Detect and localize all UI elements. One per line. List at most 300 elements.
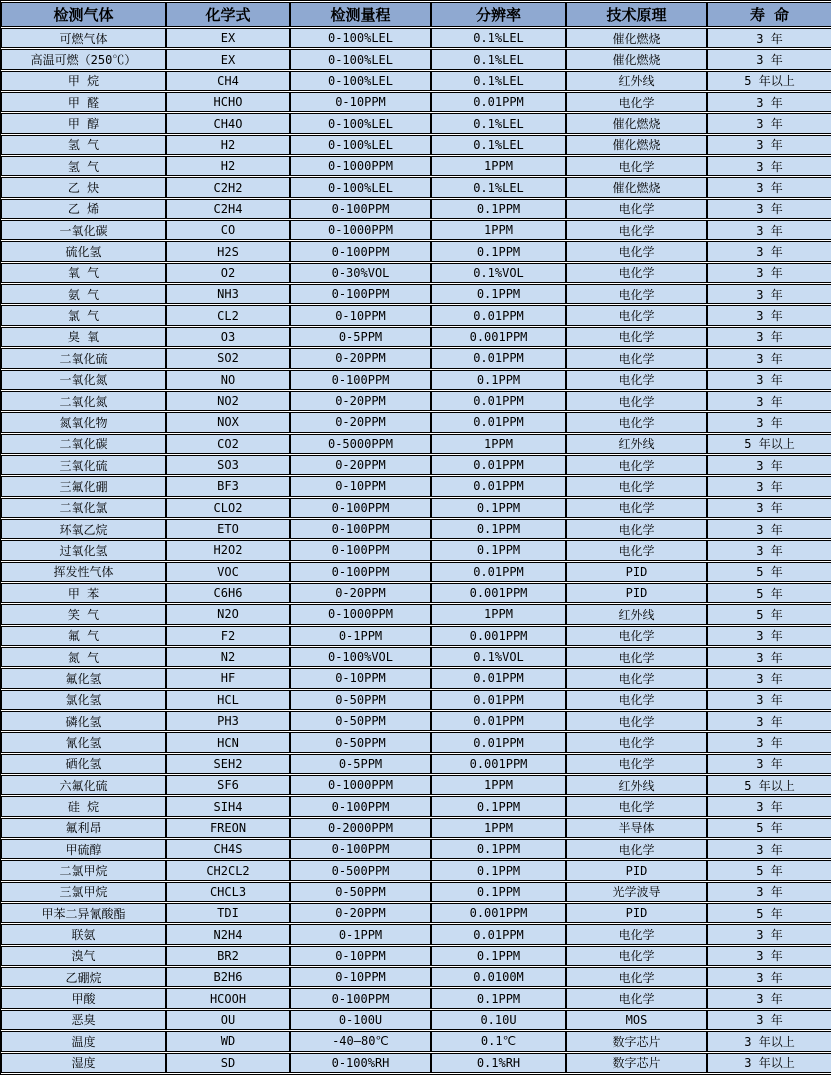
cell-technology: 红外线 [566,604,707,624]
cell-resolution: 1PPM [431,604,566,624]
table-row [1,49,831,69]
cell-technology: 半导体 [566,818,707,838]
cell-technology: 电化学 [566,284,707,304]
cell-formula: NO [166,370,290,390]
cell-gas: 甲 烷 [1,71,166,91]
table-row [1,476,831,496]
cell-gas: 三氟化硼 [1,476,166,496]
cell-formula: CH4S [166,839,290,859]
cell-lifespan: 3 年 [707,284,831,304]
cell-resolution: 0.001PPM [431,626,566,646]
cell-formula: SF6 [166,775,290,795]
cell-technology: 电化学 [566,540,707,560]
cell-technology: 电化学 [566,626,707,646]
cell-range: 0-10PPM [290,946,431,966]
cell-range: 0-20PPM [290,391,431,411]
cell-gas: 三氯甲烷 [1,882,166,902]
cell-formula: CL2 [166,305,290,325]
cell-technology: 电化学 [566,967,707,987]
table-row [1,668,831,688]
cell-resolution: 0.1%VOL [431,647,566,667]
cell-gas: 过氧化氢 [1,540,166,560]
cell-technology: 电化学 [566,327,707,347]
cell-formula: ETO [166,519,290,539]
cell-resolution: 0.01PPM [431,732,566,752]
cell-range: 0-20PPM [290,348,431,368]
cell-resolution: 0.10U [431,1010,566,1030]
cell-gas: 恶臭 [1,1010,166,1030]
cell-resolution: 0.1PPM [431,241,566,261]
cell-technology: 电化学 [566,476,707,496]
table-row [1,818,831,838]
table-row [1,305,831,325]
table-row [1,284,831,304]
cell-lifespan: 3 年 [707,839,831,859]
cell-technology: 电化学 [566,92,707,112]
cell-formula: BF3 [166,476,290,496]
cell-range: 0-50PPM [290,732,431,752]
cell-technology: 电化学 [566,988,707,1008]
cell-technology: PID [566,903,707,923]
cell-lifespan: 3 年 [707,135,831,155]
table-header [1,2,831,27]
cell-gas: 硫化氢 [1,241,166,261]
cell-technology: 电化学 [566,370,707,390]
cell-technology: 电化学 [566,391,707,411]
cell-technology: 电化学 [566,220,707,240]
cell-range: 0-100PPM [290,199,431,219]
cell-lifespan: 3 年 [707,412,831,432]
cell-formula: BR2 [166,946,290,966]
cell-lifespan: 3 年 [707,327,831,347]
cell-lifespan: 3 年 [707,49,831,69]
cell-formula: CH2CL2 [166,860,290,880]
cell-technology: 红外线 [566,775,707,795]
cell-technology: 电化学 [566,668,707,688]
table-row [1,988,831,1008]
header-technology: 技术原理 [566,2,707,27]
cell-gas: 一氧化氮 [1,370,166,390]
cell-range: 0-100PPM [290,988,431,1008]
table-row [1,498,831,518]
cell-gas: 氯 气 [1,305,166,325]
header-range: 检测量程 [290,2,431,27]
header-resolution: 分辨率 [431,2,566,27]
cell-technology: 催化燃烧 [566,135,707,155]
cell-lifespan: 3 年以上 [707,1031,831,1051]
table-row [1,519,831,539]
table-row [1,860,831,880]
cell-range: 0-1000PPM [290,220,431,240]
cell-range: 0-5PPM [290,327,431,347]
cell-formula: CLO2 [166,498,290,518]
table-row [1,626,831,646]
cell-resolution: 0.001PPM [431,754,566,774]
cell-range: 0-50PPM [290,690,431,710]
cell-resolution: 1PPM [431,220,566,240]
cell-resolution: 1PPM [431,156,566,176]
cell-lifespan: 3 年 [707,476,831,496]
cell-gas: 甲 醛 [1,92,166,112]
cell-range: 0-100%RH [290,1053,431,1074]
cell-technology: 催化燃烧 [566,49,707,69]
cell-formula: EX [166,49,290,69]
cell-range: 0-1000PPM [290,775,431,795]
table-row [1,327,831,347]
cell-technology: 数字芯片 [566,1053,707,1074]
table-row [1,882,831,902]
cell-lifespan: 3 年 [707,263,831,283]
cell-gas: 氢 气 [1,156,166,176]
cell-range: 0-1000PPM [290,156,431,176]
cell-lifespan: 3 年 [707,647,831,667]
cell-formula: NOX [166,412,290,432]
cell-resolution: 0.01PPM [431,562,566,582]
cell-resolution: 0.1PPM [431,839,566,859]
table-row [1,647,831,667]
cell-gas: 可燃气体 [1,28,166,48]
cell-range: 0-10PPM [290,92,431,112]
cell-gas: 臭 氧 [1,327,166,347]
cell-resolution: 0.1%RH [431,1053,566,1074]
cell-lifespan: 3 年 [707,498,831,518]
cell-gas: 氢 气 [1,135,166,155]
cell-gas: 一氧化碳 [1,220,166,240]
cell-range: 0-100PPM [290,370,431,390]
cell-gas: 二氧化氯 [1,498,166,518]
cell-resolution: 0.1%LEL [431,135,566,155]
cell-gas: 乙 烯 [1,199,166,219]
cell-range: 0-100PPM [290,839,431,859]
cell-lifespan: 3 年 [707,391,831,411]
cell-lifespan: 3 年 [707,690,831,710]
cell-gas: 环氧乙烷 [1,519,166,539]
cell-range: 0-100%LEL [290,113,431,133]
table-row [1,796,831,816]
cell-formula: SEH2 [166,754,290,774]
cell-resolution: 0.01PPM [431,924,566,944]
cell-lifespan: 5 年以上 [707,775,831,795]
cell-resolution: 0.01PPM [431,92,566,112]
cell-resolution: 0.1%LEL [431,28,566,48]
cell-gas: 甲硫醇 [1,839,166,859]
cell-resolution: 0.01PPM [431,711,566,731]
cell-resolution: 0.1PPM [431,988,566,1008]
cell-technology: 红外线 [566,434,707,454]
table-row [1,412,831,432]
cell-range: 0-5PPM [290,754,431,774]
cell-lifespan: 3 年 [707,1010,831,1030]
cell-resolution: 0.01PPM [431,668,566,688]
cell-gas: 氮 气 [1,647,166,667]
cell-resolution: 0.1%LEL [431,113,566,133]
cell-resolution: 0.001PPM [431,903,566,923]
cell-gas: 二氯甲烷 [1,860,166,880]
cell-gas: 二氧化氮 [1,391,166,411]
cell-range: 0-30%VOL [290,263,431,283]
cell-range: 0-10PPM [290,305,431,325]
cell-technology: 催化燃烧 [566,28,707,48]
cell-resolution: 0.01PPM [431,391,566,411]
cell-formula: CH4 [166,71,290,91]
cell-resolution: 0.1PPM [431,519,566,539]
cell-lifespan: 3 年 [707,370,831,390]
table-row [1,391,831,411]
cell-technology: 电化学 [566,839,707,859]
cell-resolution: 0.1PPM [431,860,566,880]
cell-technology: 电化学 [566,946,707,966]
cell-technology: 电化学 [566,796,707,816]
cell-range: 0-1PPM [290,626,431,646]
cell-range: 0-20PPM [290,583,431,603]
cell-formula: CHCL3 [166,882,290,902]
cell-lifespan: 3 年 [707,519,831,539]
cell-formula: OU [166,1010,290,1030]
table-row [1,348,831,368]
table-row [1,946,831,966]
cell-range: 0-100U [290,1010,431,1030]
table-body [1,28,831,1073]
cell-technology: 电化学 [566,263,707,283]
table-row [1,135,831,155]
cell-resolution: 0.0100M [431,967,566,987]
cell-resolution: 0.1PPM [431,540,566,560]
cell-technology: 电化学 [566,732,707,752]
cell-range: 0-2000PPM [290,818,431,838]
table-row [1,903,831,923]
cell-formula: CH4O [166,113,290,133]
cell-range: 0-50PPM [290,882,431,902]
cell-technology: 电化学 [566,519,707,539]
table-row [1,177,831,197]
cell-formula: HCN [166,732,290,752]
cell-technology: 电化学 [566,241,707,261]
table-row [1,113,831,133]
cell-gas: 氟 气 [1,626,166,646]
table-row [1,71,831,91]
table-row [1,1010,831,1030]
cell-formula: N2H4 [166,924,290,944]
cell-lifespan: 3 年 [707,305,831,325]
cell-range: 0-100%LEL [290,135,431,155]
cell-gas: 溴气 [1,946,166,966]
table-row [1,28,831,48]
cell-technology: PID [566,583,707,603]
cell-resolution: 0.1%LEL [431,71,566,91]
table-row [1,967,831,987]
cell-gas: 挥发性气体 [1,562,166,582]
cell-technology: 电化学 [566,647,707,667]
cell-technology: 电化学 [566,754,707,774]
table-row [1,604,831,624]
cell-gas: 湿度 [1,1053,166,1074]
cell-technology: PID [566,562,707,582]
cell-range: 0-20PPM [290,903,431,923]
cell-lifespan: 3 年 [707,946,831,966]
cell-lifespan: 3 年 [707,626,831,646]
table-row [1,92,831,112]
table-row [1,732,831,752]
cell-formula: FREON [166,818,290,838]
table-row [1,434,831,454]
cell-technology: 电化学 [566,156,707,176]
cell-gas: 甲酸 [1,988,166,1008]
cell-formula: SO2 [166,348,290,368]
cell-resolution: 0.1%VOL [431,263,566,283]
table-row [1,775,831,795]
cell-lifespan: 3 年 [707,967,831,987]
cell-resolution: 0.001PPM [431,327,566,347]
cell-lifespan: 3 年 [707,199,831,219]
table-row [1,711,831,731]
cell-formula: HCOOH [166,988,290,1008]
cell-formula: HCL [166,690,290,710]
cell-formula: O3 [166,327,290,347]
table-row [1,220,831,240]
cell-formula: SO3 [166,455,290,475]
cell-resolution: 0.001PPM [431,583,566,603]
cell-gas: 三氧化硫 [1,455,166,475]
cell-technology: 电化学 [566,455,707,475]
cell-formula: H2 [166,156,290,176]
cell-formula: B2H6 [166,967,290,987]
cell-formula: H2O2 [166,540,290,560]
cell-resolution: 0.01PPM [431,690,566,710]
table-row [1,562,831,582]
cell-resolution: 0.01PPM [431,348,566,368]
table-row [1,370,831,390]
cell-gas: 磷化氢 [1,711,166,731]
cell-gas: 氨 气 [1,284,166,304]
cell-range: 0-1000PPM [290,604,431,624]
cell-resolution: 0.1PPM [431,882,566,902]
header-lifespan: 寿 命 [707,2,831,27]
table-row [1,540,831,560]
cell-range: 0-10PPM [290,476,431,496]
cell-range: 0-100PPM [290,540,431,560]
cell-lifespan: 3 年 [707,28,831,48]
cell-gas: 高温可燃（250℃） [1,49,166,69]
table-row [1,241,831,261]
cell-lifespan: 3 年 [707,540,831,560]
cell-formula: N2 [166,647,290,667]
cell-resolution: 0.1PPM [431,946,566,966]
cell-resolution: 0.1PPM [431,796,566,816]
cell-lifespan: 3 年 [707,113,831,133]
cell-range: 0-20PPM [290,412,431,432]
cell-range: 0-100PPM [290,284,431,304]
cell-lifespan: 5 年 [707,818,831,838]
cell-gas: 甲 苯 [1,583,166,603]
table-row [1,455,831,475]
cell-lifespan: 3 年 [707,732,831,752]
cell-range: 0-100PPM [290,498,431,518]
cell-formula: VOC [166,562,290,582]
cell-formula: WD [166,1031,290,1051]
cell-formula: O2 [166,263,290,283]
cell-range: 0-10PPM [290,967,431,987]
cell-formula: C6H6 [166,583,290,603]
table-row [1,263,831,283]
cell-lifespan: 3 年 [707,668,831,688]
cell-resolution: 1PPM [431,434,566,454]
cell-gas: 六氟化硫 [1,775,166,795]
cell-gas: 笑 气 [1,604,166,624]
cell-gas: 乙硼烷 [1,967,166,987]
cell-resolution: 0.01PPM [431,412,566,432]
cell-resolution: 0.01PPM [431,455,566,475]
cell-lifespan: 3 年 [707,177,831,197]
cell-lifespan: 3 年 [707,882,831,902]
table-row [1,839,831,859]
cell-lifespan: 3 年以上 [707,1053,831,1074]
header-row [1,2,831,27]
cell-range: 0-50PPM [290,711,431,731]
cell-technology: 光学波导 [566,882,707,902]
cell-gas: 氧 气 [1,263,166,283]
cell-lifespan: 3 年 [707,92,831,112]
table-row [1,583,831,603]
cell-formula: H2S [166,241,290,261]
cell-resolution: 0.1℃ [431,1031,566,1051]
table-row [1,924,831,944]
cell-technology: 电化学 [566,924,707,944]
cell-formula: NO2 [166,391,290,411]
cell-range: 0-10PPM [290,668,431,688]
cell-formula: N2O [166,604,290,624]
cell-technology: 电化学 [566,348,707,368]
cell-technology: 电化学 [566,412,707,432]
table-row [1,1053,831,1074]
cell-lifespan: 5 年以上 [707,434,831,454]
cell-formula: C2H2 [166,177,290,197]
cell-formula: C2H4 [166,199,290,219]
cell-gas: 联氨 [1,924,166,944]
cell-formula: HCHO [166,92,290,112]
cell-formula: NH3 [166,284,290,304]
cell-range: 0-100%LEL [290,177,431,197]
cell-resolution: 0.01PPM [431,305,566,325]
table-row [1,754,831,774]
cell-range: 0-100%LEL [290,71,431,91]
cell-range: 0-100PPM [290,562,431,582]
cell-range: 0-100%LEL [290,49,431,69]
cell-gas: 甲 醇 [1,113,166,133]
cell-range: 0-100PPM [290,241,431,261]
cell-gas: 氟化氢 [1,668,166,688]
cell-gas: 氮氧化物 [1,412,166,432]
cell-resolution: 1PPM [431,818,566,838]
cell-lifespan: 5 年以上 [707,71,831,91]
cell-technology: 催化燃烧 [566,113,707,133]
cell-lifespan: 5 年 [707,903,831,923]
cell-lifespan: 5 年 [707,583,831,603]
cell-resolution: 0.01PPM [431,476,566,496]
cell-gas: 乙 炔 [1,177,166,197]
cell-lifespan: 3 年 [707,924,831,944]
cell-formula: PH3 [166,711,290,731]
cell-lifespan: 3 年 [707,220,831,240]
cell-gas: 二氧化碳 [1,434,166,454]
cell-resolution: 1PPM [431,775,566,795]
cell-formula: CO [166,220,290,240]
cell-technology: 电化学 [566,199,707,219]
header-gas: 检测气体 [1,2,166,27]
cell-technology: 电化学 [566,690,707,710]
table-row [1,199,831,219]
cell-range: 0-100PPM [290,519,431,539]
cell-gas: 氯化氢 [1,690,166,710]
